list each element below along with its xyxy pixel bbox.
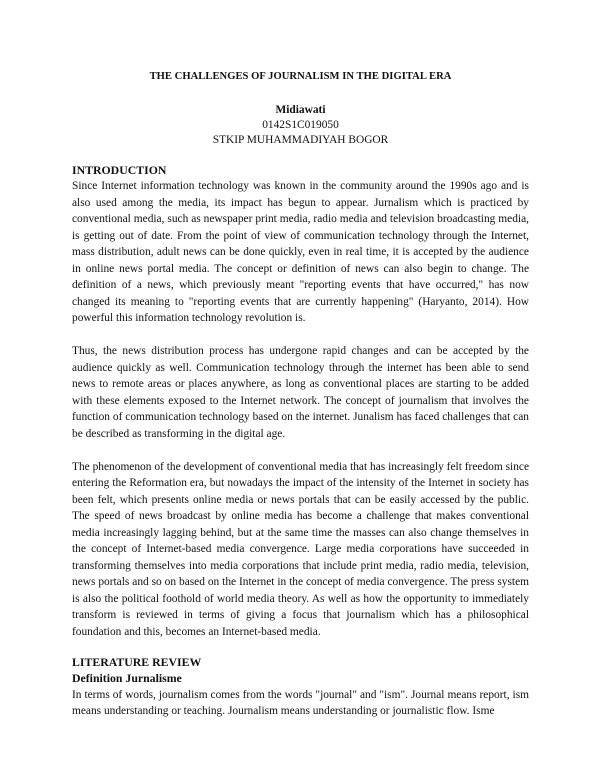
introduction-heading: INTRODUCTION <box>72 163 167 177</box>
paper-title: THE CHALLENGES OF JOURNALISM IN THE DIGITAL ERA <box>149 71 452 82</box>
introduction-paragraph-2: Thus, the news distribution process has undergone rapid changes and can be accepted by the audience quickly as well. Communication technology through the internet has been able to send news to remote areas or places anywhere, as long as conventional places are starting to be added with these elements exposed to the Internet network. The concept of journalism that involves the function of communication technology based on the internet. Junalism has faced challenges that can be described as transforming in the digital age. <box>72 345 529 440</box>
author-block <box>72 103 529 148</box>
introduction-section <box>72 163 529 640</box>
author-id: 0142S1C019050 <box>262 119 339 131</box>
author-name: Midiawati <box>275 104 326 116</box>
author-institution: STKIP MUHAMMADIYAH BOGOR <box>212 134 389 146</box>
literature-review-section <box>72 655 529 720</box>
introduction-paragraph-3: The phenomenon of the development of conventional media that has increasingly felt freedom since entering the Reformation era, but nowadays the impact of the intensity of the Internet in society has been felt, which presents online media or news portals that can be easily accessed by the public. The speed of news broadcast by online media has become a challenge that makes conventional media increasingly lagging behind, but at the same time the masses can also change themselves in the concept of Internet-based media convergence. Large media corporations have succeeded in transforming themselves into media corporations that include print media, radio media, television, news portals and so on based on the Internet in the concept of media convergence. The press system is also the political foothold of world media theory. As well as how the opportunity to immediately transform is reviewed in terms of giving a focus that journalism which has a philosophical foundation and this, becomes an Internet-based media. <box>72 460 529 638</box>
paper-page <box>72 70 529 720</box>
literature-paragraph-1: In terms of words, journalism comes from the words "journal" and "ism". Journal means report, ism means understanding or teaching. Journalism means understanding or journalistic flow. Isme <box>72 688 529 717</box>
literature-review-heading: LITERATURE REVIEW <box>72 655 202 669</box>
definition-subheading: Definition Jurnalisme <box>72 671 182 685</box>
introduction-paragraph-1: Since Internet information technology was known in the community around the 1990s ago and is also used among the media, its impact has begun to appear. Jurnalism which is practiced by conventional media, such as newspaper print media, radio media and television broadcasting media, is getting out of date. From the point of view of communication technology through the Internet, mass distribution, adult news can be done quickly, even in real time, it is accepted by the audience in online news portal media. The concept or definition of news can also begin to change. The definition of a news, which previously meant "reporting events that have occurred," has now changed its meaning to "reporting events that are currently happening" (Haryanto, 2014). How powerful this information technology revolution is. <box>72 180 529 324</box>
